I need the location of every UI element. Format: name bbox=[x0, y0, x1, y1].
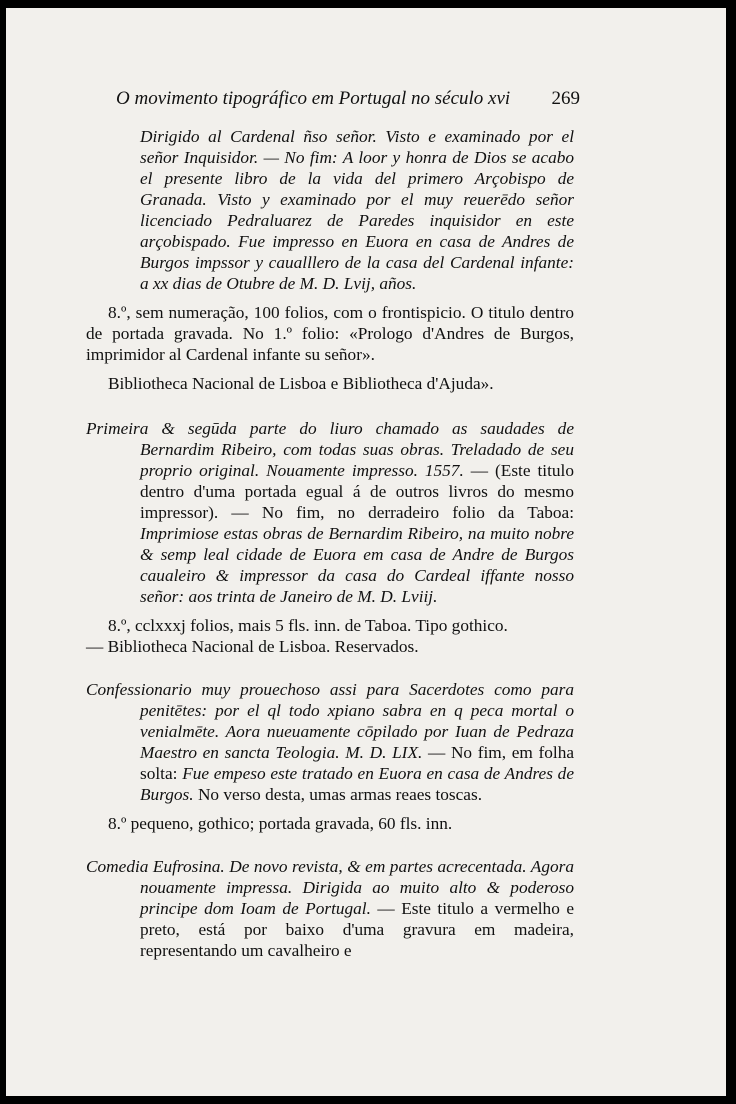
running-header bbox=[116, 84, 580, 114]
bibliography-entry bbox=[86, 856, 574, 961]
bibliography-entry bbox=[86, 679, 574, 805]
entry-note: — No fim, em folha solta: bbox=[140, 743, 575, 783]
entry-title: Comedia Eufrosina. De novo revista, & em partes acrecentada. Agora nouamente impressa. Dirigida ao muito alto & poderoso principe dom Ioam de Portugal. bbox=[86, 857, 574, 918]
entry-library: — Bibliotheca Nacional de Lisboa. Reservados. bbox=[86, 637, 419, 656]
entry-note: — Este titulo a vermelho e preto, está por baixo d'uma gravura em madeira, representando um cavalheiro e bbox=[140, 899, 574, 960]
entry-library: Bibliotheca Nacional de Lisboa e Bibliotheca d'Ajuda». bbox=[108, 374, 494, 393]
entry-description: 8.º, cclxxxj folios, mais 5 fls. inn. de Taboa. Tipo gothico. bbox=[108, 616, 508, 635]
entry-note: — (Este titulo dentro d'uma portada egual á de outros livros do mesmo impressor). — No fim, no derradeiro folio da Taboa: bbox=[140, 461, 574, 522]
entry-title: Primeira & segūda parte do liuro chamado as saudades de Bernardim Ribeiro, com todas suas obras. Treladado de seu proprio original. Nouamente impresso. 1557. bbox=[86, 419, 574, 480]
entry-colophon: Fue empeso este tratado en Euora en casa de Andres de Burgos. bbox=[140, 764, 574, 804]
page-number: 269 bbox=[551, 88, 580, 109]
entry-description: 8.º pequeno, gothico; portada gravada, 60 fls. inn. bbox=[108, 814, 453, 833]
entry-colophon: Imprimiose estas obras de Bernardim Ribeiro, na muito nobre & semp leal cidade de Euora em casa de Andre de Burgos caualeiro & impressor da casa do Cardeal iffante nosso señor: aos trinta de Janeiro de M. D. Lviij. bbox=[140, 524, 574, 606]
entry-continuation: Dirigido al Cardenal ñso señor. Visto e examinado por el señor Inquisidor. — No fim: A loor y honra de Dios se acabo el presente libro de la vida del primero Arçobispo de Granada. Visto y examinado por el muy reuerēdo señor licenciado Pedraluarez de Paredes inquisidor en este arçobispado. Fue impresso en Euora en casa de Andres de Burgos impssor y caualllero de la casa del Cardenal infante: a xx dias de Otubre de M. D. Lvij, años. bbox=[140, 127, 574, 293]
running-title: O movimento tipográfico em Portugal no século xvi bbox=[116, 88, 511, 109]
book-page bbox=[6, 8, 726, 1096]
entry-note: No verso desta, umas armas reaes toscas. bbox=[197, 785, 483, 804]
bibliography-entry bbox=[86, 418, 574, 607]
page-body bbox=[86, 126, 574, 961]
entry-title: Confessionario muy prouechoso assi para Sacerdotes como para penitētes: por el ql todo xpiano sabra en q peca mortal o venialmēte. Aora nueuamente cōpilado por Iuan de Pedraza Maestro en sancta Teologia. M. D. LIX. bbox=[86, 680, 574, 762]
entry-description: 8.º, sem numeração, 100 folios, com o frontispicio. O titulo dentro de portada gravada. No 1.º folio: «Prologo d'Andres de Burgos, imprimidor al Cardenal infante su señor». bbox=[86, 303, 574, 364]
